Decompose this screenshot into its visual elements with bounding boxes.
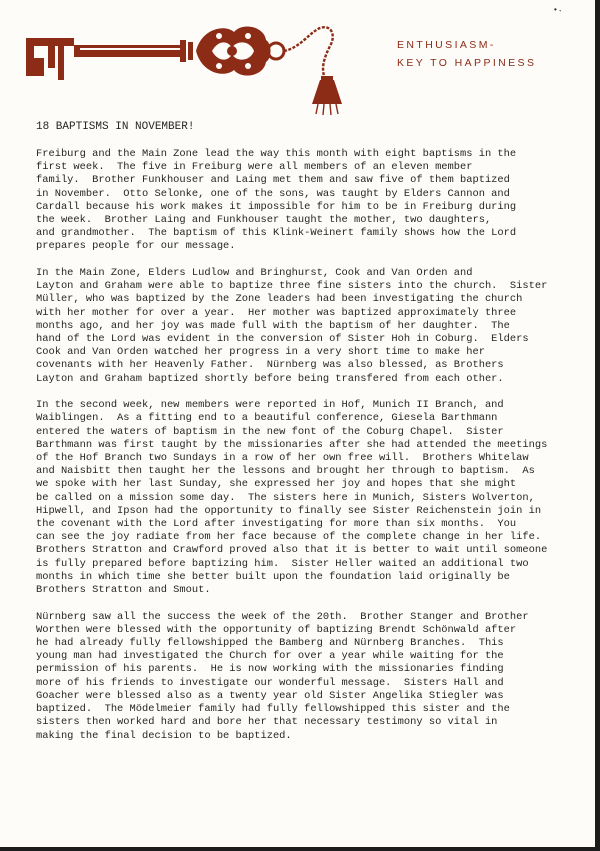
newsletter-header bbox=[397, 36, 536, 72]
paragraph-line: first week. The five in Freiburg were all members of an eleven member bbox=[36, 161, 473, 174]
paragraph-line: Müller, who was baptized by the Zone leaders had been investigating the church bbox=[36, 293, 523, 306]
paragraph-line: in November. Otto Selonke, one of the sons, was taught by Elders Cannon and bbox=[36, 187, 510, 200]
paragraph-line: In the Main Zone, Elders Ludlow and Bringhurst, Cook and Van Orden and bbox=[36, 267, 473, 280]
paragraph-line: of the Hof Branch two Sundays in a row of her own free will. Brothers Whitelaw bbox=[36, 452, 529, 465]
paragraph-line: Cook and Van Orden watched her progress in a very short time to make her bbox=[36, 346, 485, 359]
key-with-tassel-icon bbox=[20, 18, 380, 118]
article-paragraph bbox=[36, 399, 578, 597]
paragraph-line: can see the joy radiate from her face because of the complete change in her life. bbox=[36, 531, 542, 544]
paragraph-line: baptized. The Mödelmeier family had fully fellowshipped this sister and the bbox=[36, 703, 510, 716]
header-line-2: KEY TO HAPPINESS bbox=[397, 57, 537, 69]
paragraph-line: Goacher were blessed also as a twenty year old Sister Angelika Stiegler was bbox=[36, 689, 504, 702]
paragraph-line: more of his friends to investigate our wonderful message. Sisters Hall and bbox=[36, 676, 504, 689]
paragraph-line: Brothers Stratton and Crawford proved also that it is better to wait until someone bbox=[36, 544, 548, 557]
paragraph-line: and Naisbitt then taught her the lessons and brought her through to baptism. As bbox=[36, 465, 535, 478]
paragraph-line: family. Brother Funkhouser and Laing met them and saw five of them baptized bbox=[36, 174, 510, 187]
paragraph-line: prepares people for our message. bbox=[36, 240, 236, 253]
paragraph-line: Worthen were blessed with the opportunity of baptizing Brendt Schönwald after bbox=[36, 623, 517, 636]
article-title: 18 BAPTISMS IN NOVEMBER! bbox=[36, 121, 195, 133]
article-paragraph bbox=[36, 267, 578, 386]
article-paragraph bbox=[36, 148, 578, 254]
paragraph-line: Layton and Graham were able to baptize three fine sisters into the church. Sister bbox=[36, 280, 548, 293]
article-paragraph bbox=[36, 611, 578, 743]
paragraph-line: entered the waters of baptism in the new font of the Coburg Chapel. Sister bbox=[36, 425, 504, 438]
paragraph-line: Layton and Graham baptized shortly before being transfered from each other. bbox=[36, 372, 504, 385]
paragraph-line: and grandmother. The baptism of this Klink-Weinert family shows how the Lord bbox=[36, 227, 517, 240]
paragraph-line: we spoke with her last Sunday, she expressed her joy and hopes that she might bbox=[36, 478, 517, 491]
paragraph-line: sisters then worked hard and bore her that necessary testimony so vital in bbox=[36, 716, 498, 729]
paragraph-line: Freiburg and the Main Zone lead the way this month with eight baptisms in the bbox=[36, 148, 517, 160]
paragraph-line: Cardall because his work makes it impossible for him to be in Freiburg during bbox=[36, 200, 517, 213]
paragraph-line: is fully prepared before baptizing him. Sister Heller waited an additional two bbox=[36, 557, 529, 570]
paragraph-line: months in which time she better built upon the foundation laid originally be bbox=[36, 570, 510, 583]
paragraph-line: Hipwell, and Ipson had the opportunity to finally see Sister Reichenstein join in bbox=[36, 504, 542, 517]
corner-mark: •˖ bbox=[553, 6, 563, 15]
paragraph-line: In the second week, new members were reported in Hof, Munich II Branch, and bbox=[36, 399, 504, 412]
header-line-1: ENTHUSIASM- bbox=[397, 39, 496, 51]
paragraph-line: permission of his parents. He is now working with the missionaries finding bbox=[36, 663, 504, 676]
paragraph-line: the week. Brother Laing and Funkhouser taught the mother, two daughters, bbox=[36, 214, 492, 227]
paragraph-line: Barthmann was first taught by the missionaries after she had attended the meetings bbox=[36, 438, 548, 451]
paragraph-line: Brothers Stratton and Smout. bbox=[36, 584, 211, 597]
paragraph-line: young man had investigated the Church for over a year while waiting for the bbox=[36, 650, 504, 663]
paragraph-line: the covenant with the Lord after investigating for more than six months. You bbox=[36, 518, 517, 531]
paragraph-line: be called on a mission some day. The sisters here in Munich, Sisters Wolverton, bbox=[36, 491, 535, 504]
paragraph-line: covenants with her Heavenly Father. Nürnberg was also blessed, as Brothers bbox=[36, 359, 504, 372]
paragraph-line: Nürnberg saw all the success the week of the 20th. Brother Stanger and Brother bbox=[36, 610, 529, 623]
article-body bbox=[36, 148, 578, 743]
paragraph-line: with her mother for over a year. Her mother was baptized approximately three bbox=[36, 306, 517, 319]
paragraph-line: he had already fully fellowshipped the Bamberg and Nürnberg Branches. This bbox=[36, 637, 504, 650]
paragraph-line: making the final decision to be baptized. bbox=[36, 729, 292, 742]
paragraph-line: months ago, and her joy was made full with the baptism of her daughter. The bbox=[36, 319, 510, 332]
paragraph-line: Waiblingen. As a fitting end to a beautiful conference, Giesela Barthmann bbox=[36, 412, 498, 425]
article bbox=[36, 121, 578, 756]
paragraph-line: hand of the Lord was evident in the conversion of Sister Hoh in Coburg. Elders bbox=[36, 333, 529, 346]
